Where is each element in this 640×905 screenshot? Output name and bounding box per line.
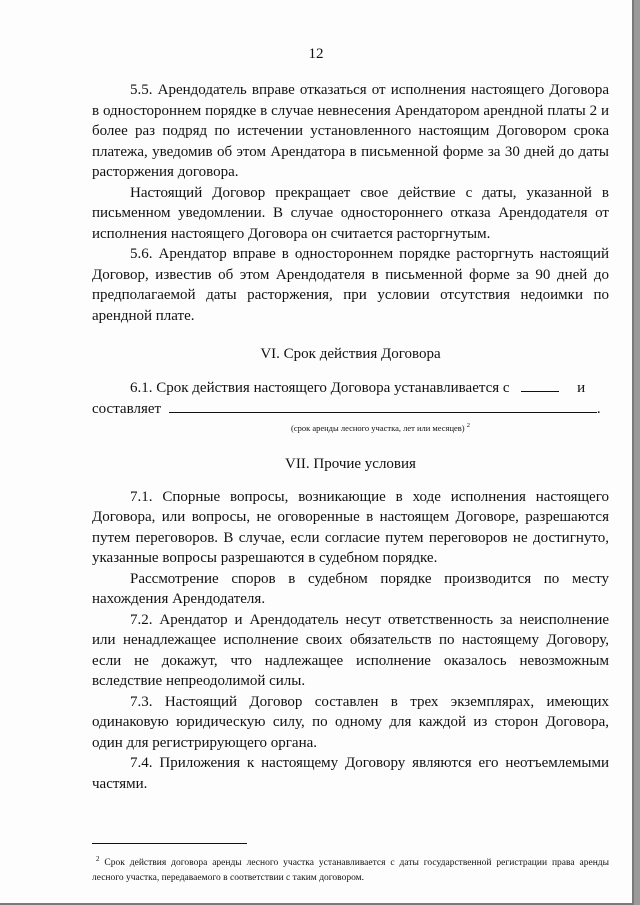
section-7-heading: VII. Прочие условия	[285, 456, 416, 473]
clause-5-5: 5.5. Арендодатель вправе отказаться от исполнения настоящего Договора в одностороннем порядке в случае невнесения Арендатором арендной платы 2 и более раз подряд по истечении установленного настоящим Договором срока платежа, уведомив об этом Арендатора в письменной форме за 30 дней до даты расторжения договора.	[92, 82, 609, 180]
clause-7-1: 7.1. Спорные вопросы, возникающие в ходе исполнения настоящего Договора, или вопросы, не оговоренные в настоящем Договоре, разрешаются путем переговоров. В случае, если согласие путем переговоров не достигнуто, указанные вопросы разрешаются в судебном порядке.	[92, 488, 609, 567]
footnote	[92, 852, 609, 886]
lease-term-blank	[169, 398, 597, 413]
footnote-text: Срок действия договора аренды лесного участка устанавливается с даты государственной регистрации права аренды лесного участка, передаваемого в соответствии с таким договором.	[92, 858, 609, 884]
clause-7-2: 7.2. Арендатор и Арендодатель несут ответственность за неисполнение или ненадлежащее исполнение своих обязательств по настоящему Договору, если не докажут, что надлежащее исполнение оказалось невозможным вследствие непреодолимой силы.	[92, 611, 609, 690]
clause-6-1-line-2	[92, 398, 609, 420]
lease-term-caption	[152, 420, 609, 434]
clause-5-6: 5.6. Арендатор вправе в одностороннем порядке расторгнуть настоящий Договор, известив об этом Арендодателя в письменной форме за 90 дней до предполагаемой даты расторжения, при условии отсутствия недоимки по арендной плате.	[92, 246, 609, 324]
document-body	[92, 80, 609, 794]
clause-6-1-and: и	[577, 379, 586, 396]
clause-7-1-continuation: Рассмотрение споров в судебном порядке производится по месту нахождения Арендодателя.	[92, 570, 609, 608]
clause-6-1-end: .	[596, 401, 601, 417]
footnote-divider	[92, 843, 247, 844]
page-number: 12	[308, 46, 324, 62]
clause-6-1	[92, 377, 609, 399]
clause-6-1-term-label: составляет	[92, 401, 162, 417]
caption-text: (срок аренды лесного участка, лет или месяцев)	[290, 422, 465, 433]
clause-6-1-text: 6.1. Срок действия настоящего Договора устанавливается с	[130, 379, 510, 396]
clause-5-5-continuation: Настоящий Договор прекращает свое действие с даты, указанной в письменном уведомлении. В случае одностороннего отказа Арендодателя от исполнения настоящего Договора он считается расторгнутым.	[92, 184, 609, 242]
start-date-blank	[521, 377, 559, 392]
clause-7-3: 7.3. Настоящий Договор составлен в трех экземплярах, имеющих одинаковую юридическую силу, по одному для каждой из сторон Договора, один для регистрирующего органа.	[92, 693, 609, 751]
clause-7-4: 7.4. Приложения к настоящему Договору являются его неотъемлемыми частями.	[92, 755, 609, 792]
section-6-heading: VI. Срок действия Договора	[260, 346, 441, 362]
footnote-mark: 2	[96, 855, 100, 863]
caption-footnote-ref: 2	[466, 421, 471, 429]
